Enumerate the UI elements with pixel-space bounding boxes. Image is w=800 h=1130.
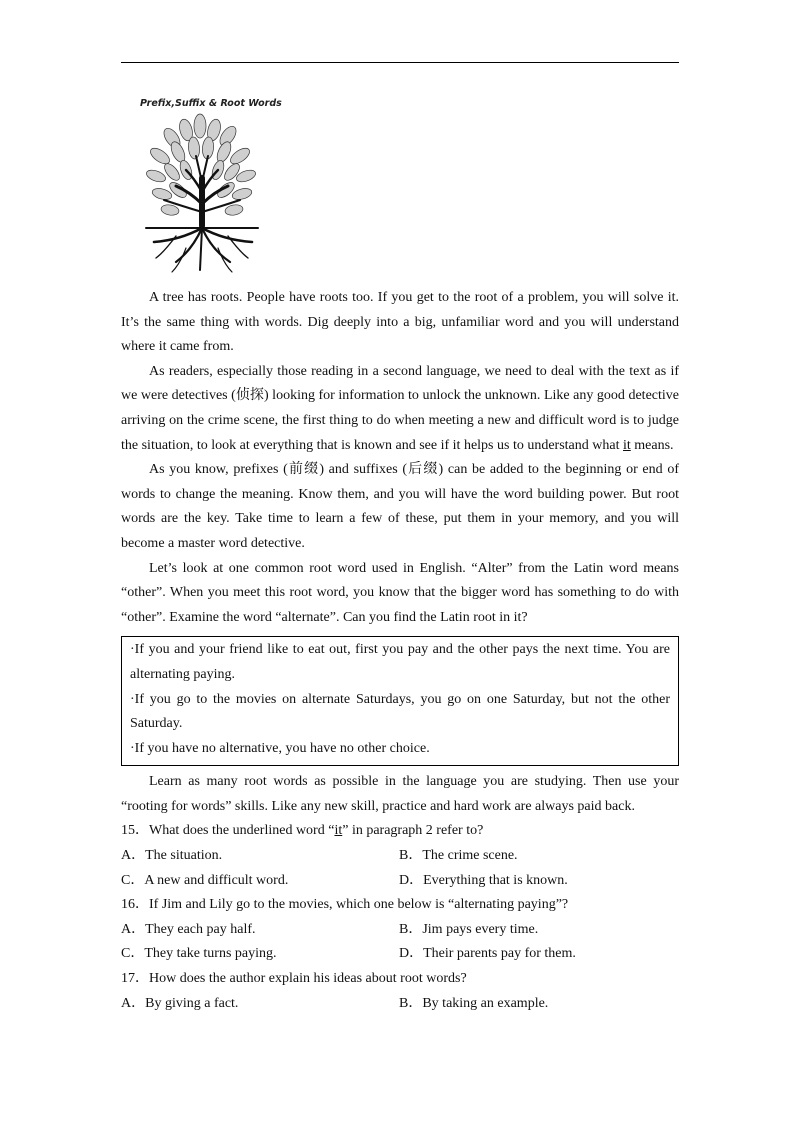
paragraph-5: Learn as many root words as possible in the language you are studying. Then use your “rooting for words” skills. Like any new skill, practice and hard work are always paid back. — [121, 774, 679, 814]
underlined-word-it: it — [622, 437, 631, 453]
question-15-text-before: 15．What does the underlined word “ — [121, 823, 335, 839]
root-word-tree-figure — [136, 96, 282, 280]
reading-passage — [121, 286, 679, 1016]
paragraph-2 — [121, 360, 679, 458]
question-15 — [121, 819, 679, 844]
question-17: 17．How does the author explain his ideas about root words? — [121, 971, 467, 987]
option-b[interactable]: B．By taking an example. — [399, 995, 549, 1011]
root-word-tree-icon — [136, 108, 270, 280]
figure-caption: Prefix,Suffix & Root Words — [140, 98, 282, 109]
paragraph-2-text-after: means. — [630, 437, 674, 453]
option-a[interactable]: A．By giving a fact. — [121, 995, 239, 1011]
paragraph-2-text-before: As readers, especially those reading in a second language, we need to deal with the text as if we were detectives (侦探) looking for information to unlock the unknown. Like any good detective arriving on the crime scene, the first thing to do when meeting a new and difficult word is to judge the situation, to look at everything that is known and see if it helps us to understand what — [121, 363, 679, 453]
question-15-options-row-2 — [121, 869, 679, 894]
option-b[interactable]: B．The crime scene. — [399, 848, 518, 864]
paragraph-3: As you know, prefixes (前缀) and suffixes (后缀) can be added to the beginning or end of words to change the meaning. Know them, and you will have the word building power. But root words are the key. Take time to learn a few of these, put them in your memory, and you will become a master word detective. — [121, 462, 679, 551]
question-16: 16．If Jim and Lily go to the movies, which one below is “alternating paying”? — [121, 897, 569, 913]
option-d[interactable]: D．Everything that is known. — [399, 872, 568, 888]
question-17-options-row-1 — [121, 992, 679, 1017]
option-c[interactable]: C．A new and difficult word. — [121, 872, 289, 888]
question-15-underlined: it — [334, 823, 343, 839]
example-item: ·If you go to the movies on alternate Saturdays, you go on one Saturday, but not the other Saturday. — [130, 691, 670, 732]
paragraph-4: Let’s look at one common root word used in English. “Alter” from the Latin word means “other”. When you meet this root word, you know that the bigger word has something to do with “other”. Examine the word “alternate”. Can you find the Latin root in it? — [121, 560, 679, 625]
example-item: ·If you and your friend like to eat out, first you pay and the other pays the next time. You are alternating paying. — [130, 642, 670, 682]
header-rule — [121, 62, 679, 63]
option-c[interactable]: C．They take turns paying. — [121, 946, 277, 962]
option-d[interactable]: D．Their parents pay for them. — [399, 946, 576, 962]
example-item: ·If you have no alternative, you have no other choice. — [130, 740, 430, 756]
question-16-options-row-1 — [121, 918, 679, 943]
option-a[interactable]: A．They each pay half. — [121, 921, 256, 937]
examples-box — [121, 636, 679, 766]
option-b[interactable]: B．Jim pays every time. — [399, 921, 539, 937]
question-15-options-row-1 — [121, 844, 679, 869]
question-16-options-row-2 — [121, 942, 679, 967]
paragraph-1: A tree has roots. People have roots too. If you get to the root of a problem, you will solve it. It’s the same thing with words. Dig deeply into a big, unfamiliar word and you will understand where it came from. — [121, 290, 679, 355]
option-a[interactable]: A．The situation. — [121, 848, 223, 864]
question-15-text-after: ” in paragraph 2 refer to? — [342, 823, 484, 839]
